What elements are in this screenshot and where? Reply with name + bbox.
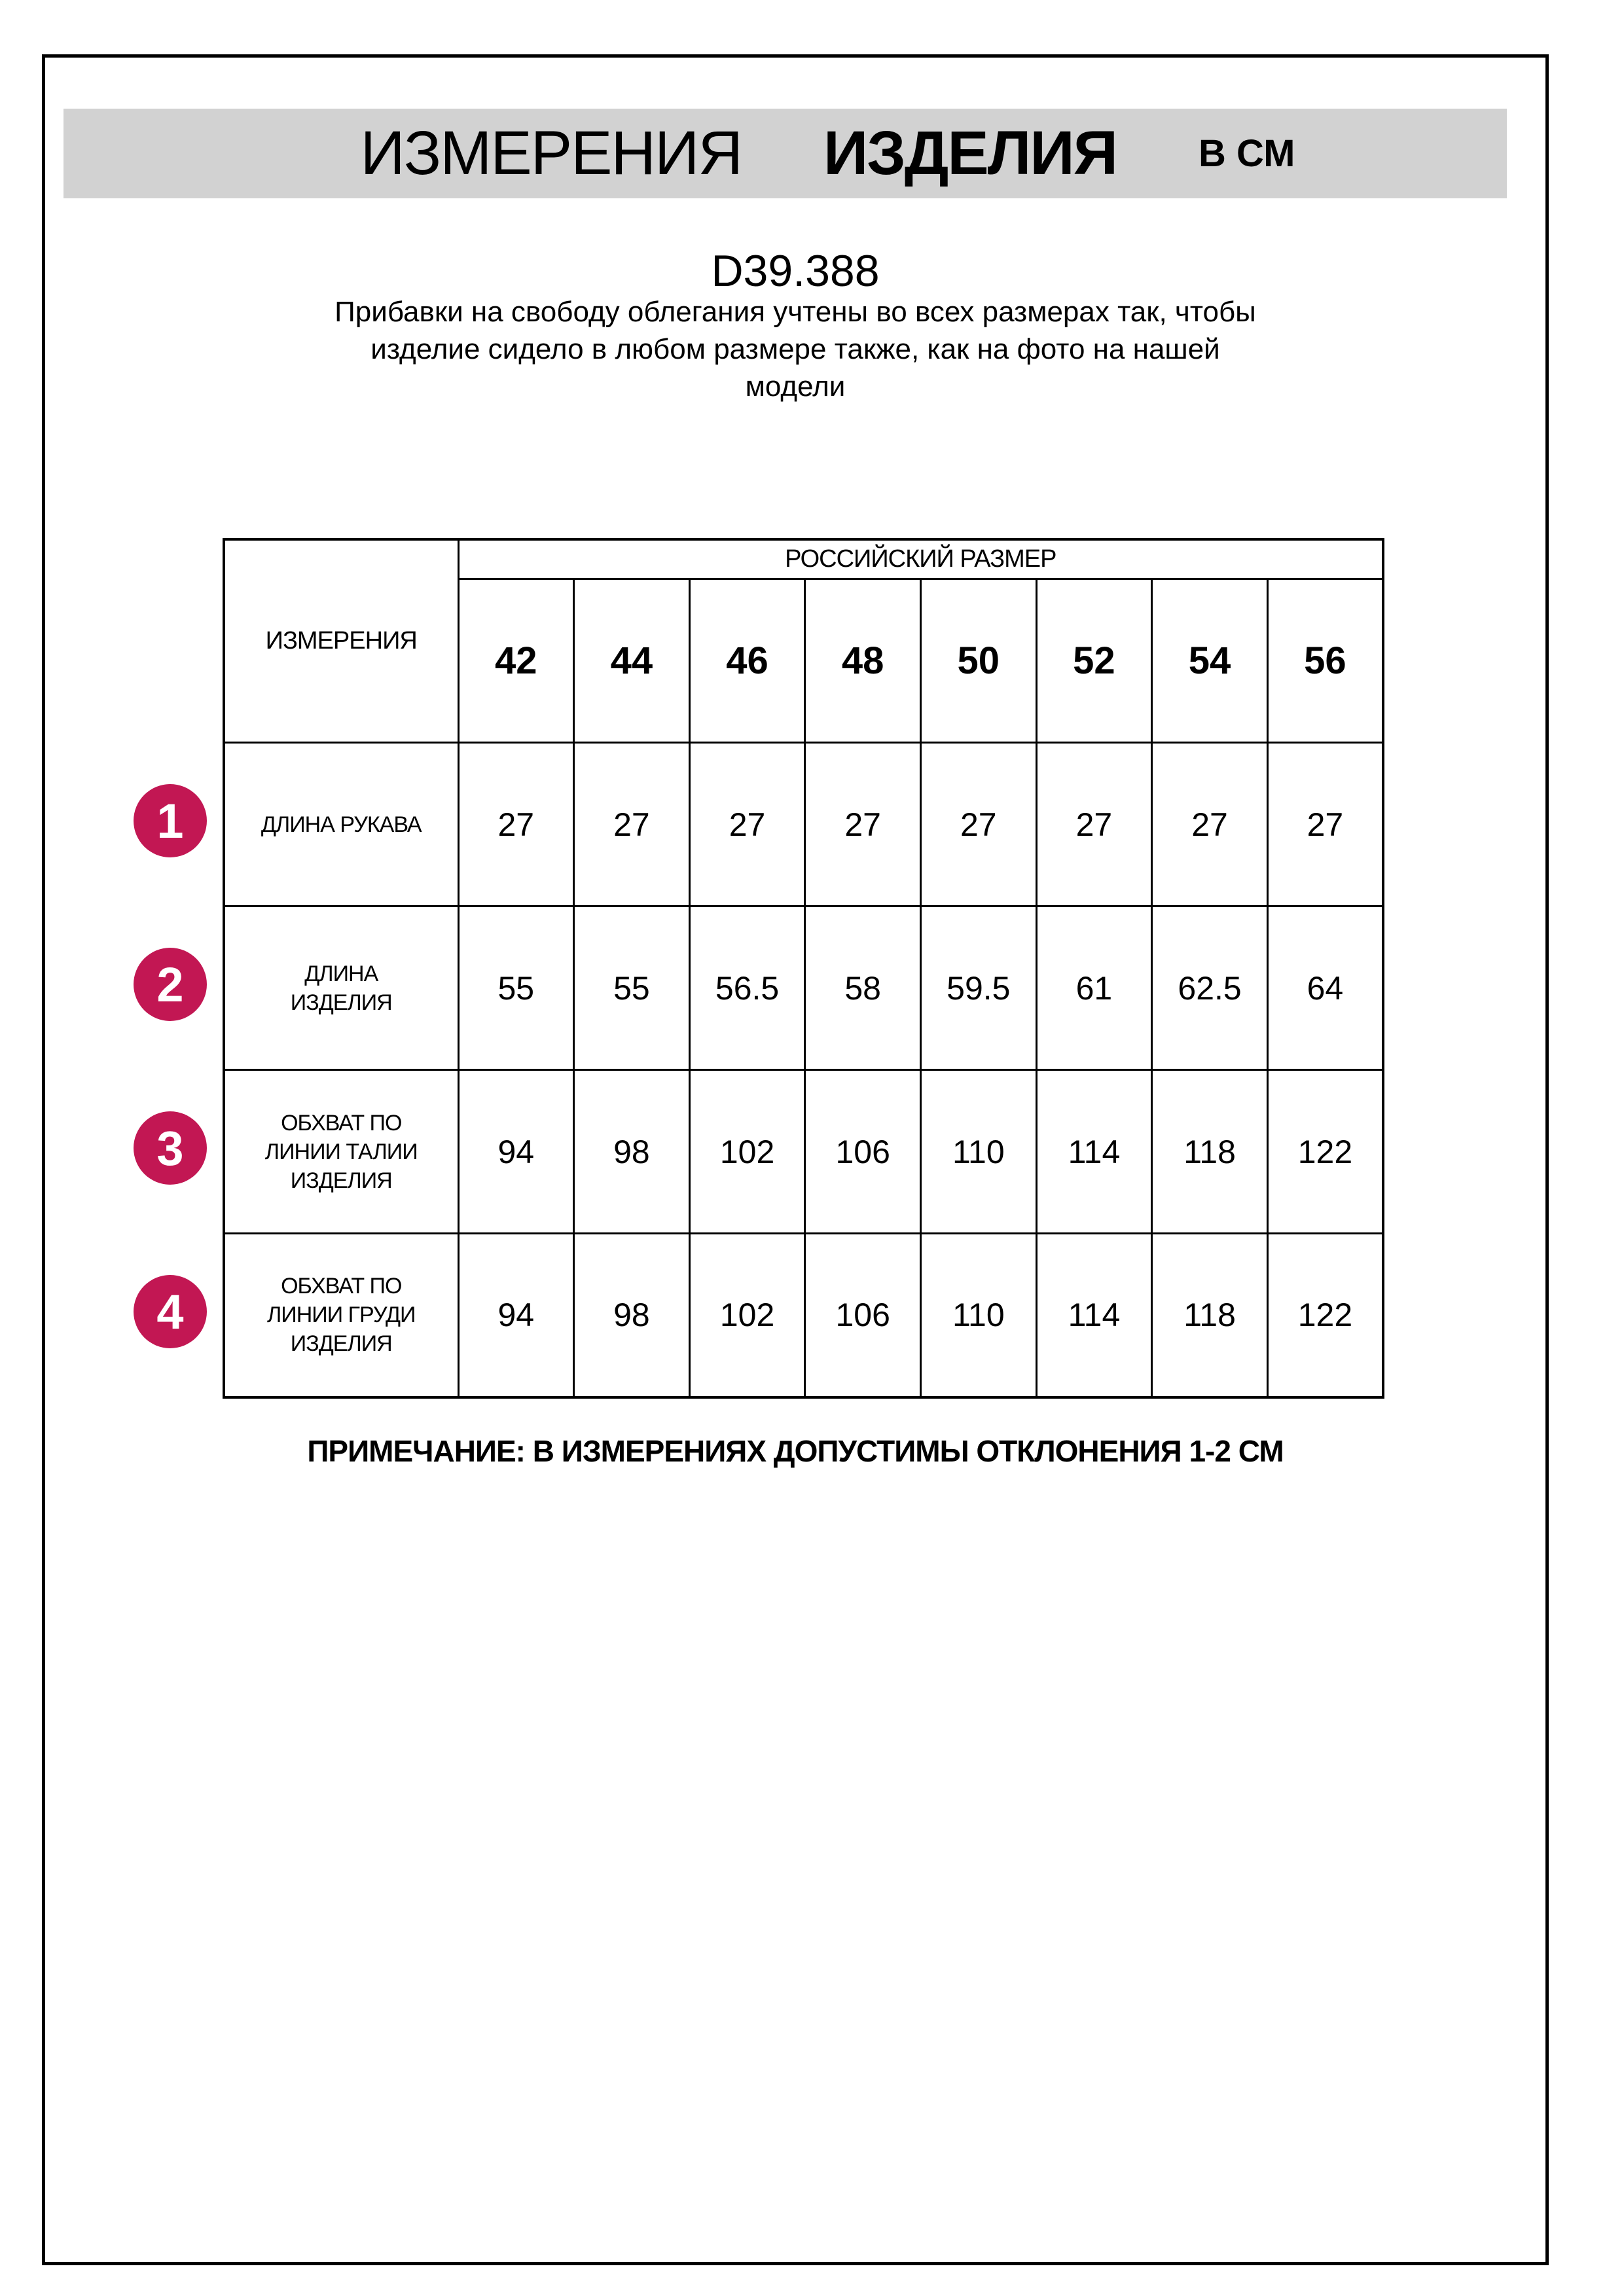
title-unit-cm: В СМ [1199, 132, 1295, 175]
value-cell: 98 [574, 1234, 690, 1397]
title-bar [63, 109, 1507, 198]
row-label-line: ЛИНИИ ГРУДИ [266, 1302, 416, 1328]
table-row-waist-girth [224, 1070, 1383, 1234]
value-cell: 27 [1267, 743, 1383, 906]
size-cell: 48 [805, 579, 921, 743]
value-cell: 94 [458, 1234, 574, 1397]
row-label-line: ОБХВАТ ПО [281, 1110, 402, 1136]
row-label-line: ИЗДЕЛИЯ [290, 1331, 392, 1357]
size-cell: 42 [458, 579, 574, 743]
size-cell: 50 [921, 579, 1037, 743]
value-cell: 122 [1267, 1234, 1383, 1397]
table-row-item-length [224, 906, 1383, 1070]
value-cell: 27 [1152, 743, 1268, 906]
value-cell: 27 [574, 743, 690, 906]
title-product: ИЗДЕЛИЯ [823, 118, 1117, 188]
description-line: Прибавки на свободу облегания учтены во всех размерах так, чтобы [334, 296, 1256, 328]
value-cell: 98 [574, 1070, 690, 1234]
size-cell: 56 [1267, 579, 1383, 743]
value-cell: 62.5 [1152, 906, 1268, 1070]
value-cell: 118 [1152, 1234, 1268, 1397]
title-measurements: ИЗМЕРЕНИЯ [360, 118, 742, 188]
value-cell: 27 [1036, 743, 1152, 906]
table-row-sleeve-length [224, 743, 1383, 906]
size-cell: 52 [1036, 579, 1152, 743]
value-cell: 110 [921, 1070, 1037, 1234]
size-cell: 54 [1152, 579, 1268, 743]
size-header-row [224, 539, 1383, 579]
row-label-cell [224, 1234, 458, 1397]
row-label-cell [224, 906, 458, 1070]
value-cell: 102 [689, 1234, 805, 1397]
row-label-line: ЛИНИИ ТАЛИИ [264, 1139, 418, 1164]
note: ПРИМЕЧАНИЕ: В ИЗМЕРЕНИЯХ ДОПУСТИМЫ ОТКЛОНЕНИЯ 1-2 СМ [307, 1434, 1284, 1468]
russian-size-header-cell: РОССИЙСКИЙ РАЗМЕР [458, 539, 1383, 579]
size-table [223, 538, 1384, 1399]
value-cell: 27 [921, 743, 1037, 906]
value-cell: 114 [1036, 1234, 1152, 1397]
value-cell: 55 [458, 906, 574, 1070]
value-cell: 61 [1036, 906, 1152, 1070]
row-label-line: ДЛИНА [304, 961, 378, 986]
description-line: изделие сидело в любом размере также, как на фото на нашей [370, 333, 1220, 365]
corner-cell: ИЗМЕРЕНИЯ [224, 539, 458, 743]
value-cell: 56.5 [689, 906, 805, 1070]
row-label-line: ДЛИНА РУКАВА [261, 812, 422, 837]
row-label-cell [224, 1070, 458, 1234]
row-number-badge-1: 1 [134, 784, 207, 857]
row-label-line: ОБХВАТ ПО [281, 1274, 402, 1299]
page-frame [42, 54, 1549, 2265]
description-line: модели [745, 370, 846, 403]
description [45, 293, 1545, 405]
value-cell: 27 [458, 743, 574, 906]
value-cell: 102 [689, 1070, 805, 1234]
value-cell: 94 [458, 1070, 574, 1234]
product-code: D39.388 [711, 246, 880, 296]
row-number-badge-3: 3 [134, 1111, 207, 1185]
value-cell: 27 [689, 743, 805, 906]
value-cell: 122 [1267, 1070, 1383, 1234]
value-cell: 110 [921, 1234, 1037, 1397]
value-cell: 106 [805, 1070, 921, 1234]
size-cell: 44 [574, 579, 690, 743]
value-cell: 58 [805, 906, 921, 1070]
row-number-badge-2: 2 [134, 948, 207, 1021]
value-cell: 59.5 [921, 906, 1037, 1070]
row-label-line: ИЗДЕЛИЯ [290, 990, 392, 1015]
row-label-line: ИЗДЕЛИЯ [290, 1168, 392, 1193]
value-cell: 55 [574, 906, 690, 1070]
row-label-cell [224, 743, 458, 906]
value-cell: 114 [1036, 1070, 1152, 1234]
value-cell: 27 [805, 743, 921, 906]
value-cell: 118 [1152, 1070, 1268, 1234]
size-cell: 46 [689, 579, 805, 743]
value-cell: 64 [1267, 906, 1383, 1070]
table-row-chest-girth [224, 1234, 1383, 1397]
row-number-badge-4: 4 [134, 1275, 207, 1348]
value-cell: 106 [805, 1234, 921, 1397]
